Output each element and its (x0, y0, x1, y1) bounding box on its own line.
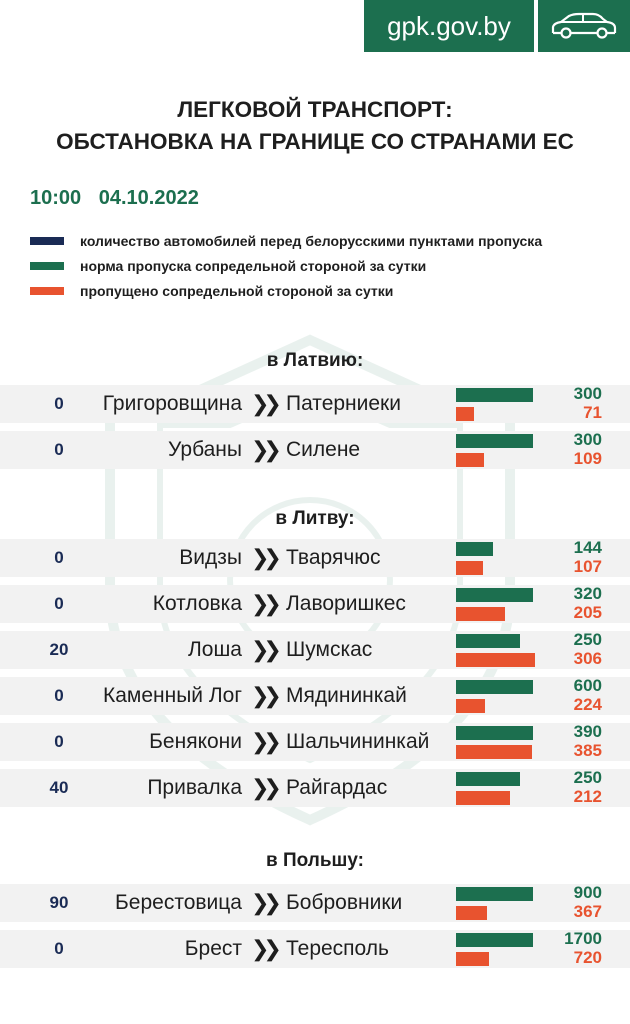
double-chevron-icon: ❯❯ (251, 729, 276, 754)
checkpoint-belarus: Берестовица (115, 891, 242, 914)
site-link[interactable]: gpk.gov.by (364, 0, 534, 52)
checkpoint-row (0, 631, 630, 669)
checkpoint-row (0, 585, 630, 623)
bar-passed (456, 906, 487, 920)
norm-value: 250 (573, 768, 602, 787)
double-chevron-icon: ❯❯ (251, 637, 276, 662)
checkpoint-belarus: Котловка (152, 592, 242, 615)
bar-passed (456, 453, 484, 467)
checkpoint-row (0, 930, 630, 968)
queue-count: 0 (54, 686, 64, 705)
title-line-2: ОБСТАНОВКА НА ГРАНИЦЕ СО СТРАНАМИ ЕС (56, 129, 574, 154)
page-title (0, 94, 630, 158)
bar-norm (456, 434, 533, 448)
datetime (30, 187, 211, 210)
bar-norm (456, 680, 533, 694)
checkpoint-neighbor: Силене (286, 438, 361, 461)
bar-norm (456, 726, 533, 740)
date-label: 04.10.2022 (98, 187, 199, 209)
double-chevron-icon: ❯❯ (251, 775, 276, 800)
car-badge (538, 0, 630, 52)
passed-value: 107 (573, 557, 602, 576)
checkpoint-belarus: Привалка (147, 776, 242, 799)
queue-count: 40 (49, 778, 69, 797)
checkpoint-row (0, 677, 630, 715)
time-label: 10:00 (30, 187, 82, 209)
bar-passed (456, 607, 505, 621)
checkpoint-belarus: Каменный Лог (102, 684, 242, 707)
passed-value: 224 (573, 695, 602, 714)
norm-value: 144 (573, 538, 602, 557)
header-bar (364, 0, 630, 52)
double-chevron-icon: ❯❯ (251, 936, 276, 961)
checkpoint-row (0, 539, 630, 577)
queue-count: 0 (54, 394, 64, 413)
bar-passed (456, 699, 485, 713)
checkpoint-neighbor: Мядининкай (286, 684, 407, 707)
bar-passed (456, 952, 489, 966)
passed-value: 306 (573, 649, 602, 668)
section-title: в Латвию: (266, 350, 364, 371)
queue-count: 20 (49, 640, 69, 659)
legend-swatch (30, 287, 64, 295)
norm-value: 390 (573, 722, 602, 741)
legend (30, 228, 542, 303)
queue-count: 0 (54, 732, 64, 751)
bar-norm (456, 772, 520, 786)
checkpoint-row (0, 884, 630, 922)
bar-passed (456, 745, 532, 759)
legend-item (30, 278, 542, 303)
double-chevron-icon: ❯❯ (251, 391, 276, 416)
queue-count: 90 (49, 893, 69, 912)
bar-norm (456, 634, 520, 648)
checkpoint-neighbor: Лаворишкес (286, 592, 406, 615)
bar-norm (456, 887, 533, 901)
checkpoint-neighbor: Шумскас (286, 638, 373, 661)
bar-norm (456, 933, 533, 947)
queue-count: 0 (54, 594, 64, 613)
passed-value: 385 (573, 741, 602, 760)
norm-value: 320 (573, 584, 602, 603)
bar-norm (456, 388, 533, 402)
norm-value: 250 (573, 630, 602, 649)
bar-norm (456, 542, 493, 556)
car-icon (549, 11, 619, 41)
queue-count: 0 (54, 440, 64, 459)
passed-value: 205 (573, 603, 602, 622)
checkpoint-belarus: Григоровщина (102, 392, 242, 415)
passed-value: 720 (573, 948, 602, 967)
passed-value: 212 (573, 787, 602, 806)
double-chevron-icon: ❯❯ (251, 890, 276, 915)
legend-item (30, 253, 542, 278)
norm-value: 1700 (564, 929, 602, 948)
checkpoint-belarus: Лоша (188, 638, 242, 661)
queue-count: 0 (54, 548, 64, 567)
double-chevron-icon: ❯❯ (251, 591, 276, 616)
norm-value: 900 (573, 883, 602, 902)
checkpoint-neighbor: Тересполь (286, 937, 389, 960)
legend-label: пропущено сопредельной стороной за сутки (80, 282, 394, 299)
queue-count: 0 (54, 939, 64, 958)
double-chevron-icon: ❯❯ (251, 683, 276, 708)
bar-passed (456, 653, 535, 667)
checkpoint-row (0, 723, 630, 761)
norm-value: 300 (573, 430, 602, 449)
checkpoint-neighbor: Патерниеки (286, 392, 401, 415)
checkpoint-belarus: Видзы (179, 546, 242, 569)
checkpoint-belarus: Бенякони (149, 730, 242, 753)
passed-value: 367 (573, 902, 602, 921)
bar-passed (456, 407, 474, 421)
bar-passed (456, 791, 510, 805)
legend-swatch (30, 262, 64, 270)
checkpoint-belarus: Урбаны (168, 438, 242, 461)
section-title: в Польшу: (266, 850, 364, 871)
checkpoint-row (0, 431, 630, 469)
checkpoint-neighbor: Шальчининкай (286, 730, 430, 753)
passed-value: 109 (573, 449, 602, 468)
passed-value: 71 (583, 403, 602, 422)
bar-norm (456, 588, 533, 602)
section-title: в Литву: (275, 508, 355, 529)
legend-label: количество автомобилей перед белорусскими пунктами пропуска (80, 232, 543, 249)
bar-passed (456, 561, 483, 575)
double-chevron-icon: ❯❯ (251, 437, 276, 462)
checkpoint-neighbor: Бобровники (286, 891, 403, 914)
checkpoint-row (0, 769, 630, 807)
title-line-1: ЛЕГКОВОЙ ТРАНСПОРТ: (177, 97, 453, 122)
legend-swatch (30, 237, 64, 245)
legend-item (30, 228, 542, 253)
checkpoint-neighbor: Тварячюс (286, 546, 381, 569)
norm-value: 600 (573, 676, 602, 695)
norm-value: 300 (573, 384, 602, 403)
double-chevron-icon: ❯❯ (251, 545, 276, 570)
checkpoint-belarus: Брест (184, 937, 242, 960)
legend-label: норма пропуска сопредельной стороной за сутки (80, 257, 427, 274)
checkpoint-neighbor: Райгардас (286, 776, 388, 799)
checkpoint-row (0, 385, 630, 423)
